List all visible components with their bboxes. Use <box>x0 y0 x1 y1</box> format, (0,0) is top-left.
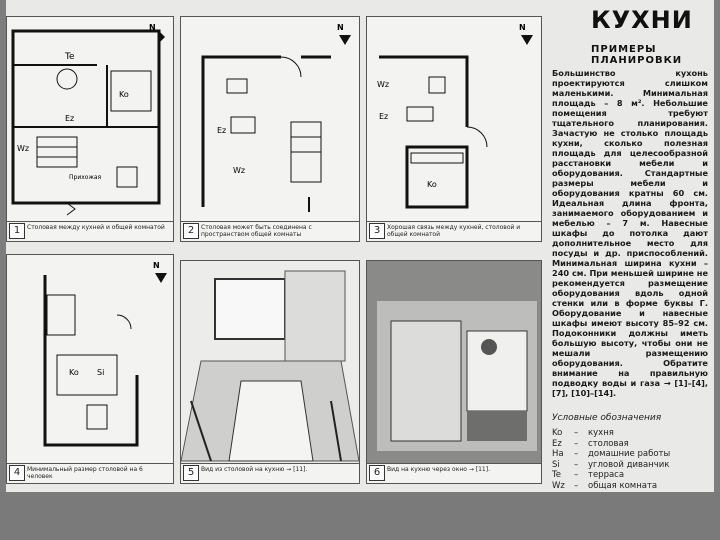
figure-2-plan <box>181 17 359 221</box>
figure-6-panel <box>366 260 542 484</box>
label-wz: Wz <box>233 166 246 175</box>
label-ko: Ko <box>69 368 79 377</box>
figure-5-panel <box>180 260 360 484</box>
figure-3-panel <box>366 16 542 242</box>
figure-3-caption: 3 Хорошая связь между кухней, столовой и общей комнатой <box>367 221 541 241</box>
figure-5-number: 5 <box>183 465 199 481</box>
north-arrow-icon: N <box>153 261 171 283</box>
north-arrow-icon: N <box>149 23 167 45</box>
bottom-bar <box>0 492 720 540</box>
legend-row: Si – угловой диванчик <box>552 459 670 470</box>
north-arrow-icon: N <box>519 23 537 45</box>
body-text: Большинство кухонь проектируются слишком маленькими. Минимальная площадь – 8 м². Небольшие помещения требуют тщательного планирования. Зачастую не столько площадь кухни, сколько полезная площадь для целесообразной расстановки мебели и оборудования. Стандартные размеры мебели и оборудования кратны 60 см. Идеальная длина фронта, занимаемого оборудованием и мебелью – 7 м. Навесные шкафы до потолка дают дополнительное место для посуды и др. приспособлений. Минимальная ширина кухни – 240 см. При меньшей ширине не рекомендуется размещение оборудования вдоль одной стенки или в форме буквы Г. Оборудование и навесные шкафы имеют высоту 85–92 см. Подоконники должны иметь большую высоту, чтобы они не мешали размещению оборудования. Обратите внимание на правильную подводку воды и газа → [1]–[4], [7], [10]–[14]. <box>552 68 708 398</box>
label-ez: Ez <box>379 112 389 121</box>
legend <box>552 428 712 491</box>
figure-1-caption: 1 Столовая между кухней и общей комнатой <box>7 221 173 241</box>
figure-1-plan <box>7 17 173 221</box>
north-arrow-icon: N <box>337 23 355 45</box>
figure-2-number: 2 <box>183 223 199 239</box>
legend-row: Ez – столовая <box>552 438 629 449</box>
figure-5-caption: 5 Вид из столовой на кухню → [11]. <box>181 463 359 483</box>
page-title: КУХНИ <box>591 6 693 34</box>
label-entry: Прихожая <box>69 174 102 181</box>
legend-row: Te – терраса <box>552 470 625 480</box>
figure-4-number: 4 <box>9 465 25 481</box>
figure-2-caption: 2 Столовая может быть соединена с пространством общей комнаты <box>181 221 359 241</box>
label-si: Si <box>97 368 105 377</box>
figure-4-caption: 4 Минимальный размер столовой на 6 человек <box>7 463 173 483</box>
label-ez: Ez <box>217 126 227 135</box>
label-ez: Ez <box>65 114 75 123</box>
figure-6-number: 6 <box>369 465 385 481</box>
legend-row: Ko – кухня <box>552 428 614 438</box>
label-wz: Wz <box>377 80 390 89</box>
label-te: Te <box>65 52 75 62</box>
label-wz: Wz <box>17 144 30 153</box>
figure-2-panel <box>180 16 360 242</box>
figure-3-number: 3 <box>369 223 385 239</box>
legend-row: Wz – общая комната <box>552 480 658 491</box>
label-ko: Ko <box>427 180 437 189</box>
legend-title: Условные обозначения <box>552 413 662 423</box>
document-page <box>6 0 714 492</box>
figure-5-perspective <box>181 261 359 463</box>
figure-4-plan <box>7 255 173 463</box>
figure-1-number: 1 <box>9 223 25 239</box>
legend-row: Ha – домашние работы <box>552 449 671 459</box>
slide-frame <box>6 0 714 492</box>
figure-6-caption: 6 Вид на кухню через окно → [11]. <box>367 463 541 483</box>
figure-3-plan <box>367 17 541 221</box>
page-subtitle: ПРИМЕРЫ ПЛАНИРОВКИ <box>591 44 683 66</box>
figure-4-panel <box>6 254 174 484</box>
label-ko: Ko <box>119 90 129 99</box>
figure-1-panel <box>6 16 174 242</box>
figure-6-perspective <box>367 261 541 463</box>
